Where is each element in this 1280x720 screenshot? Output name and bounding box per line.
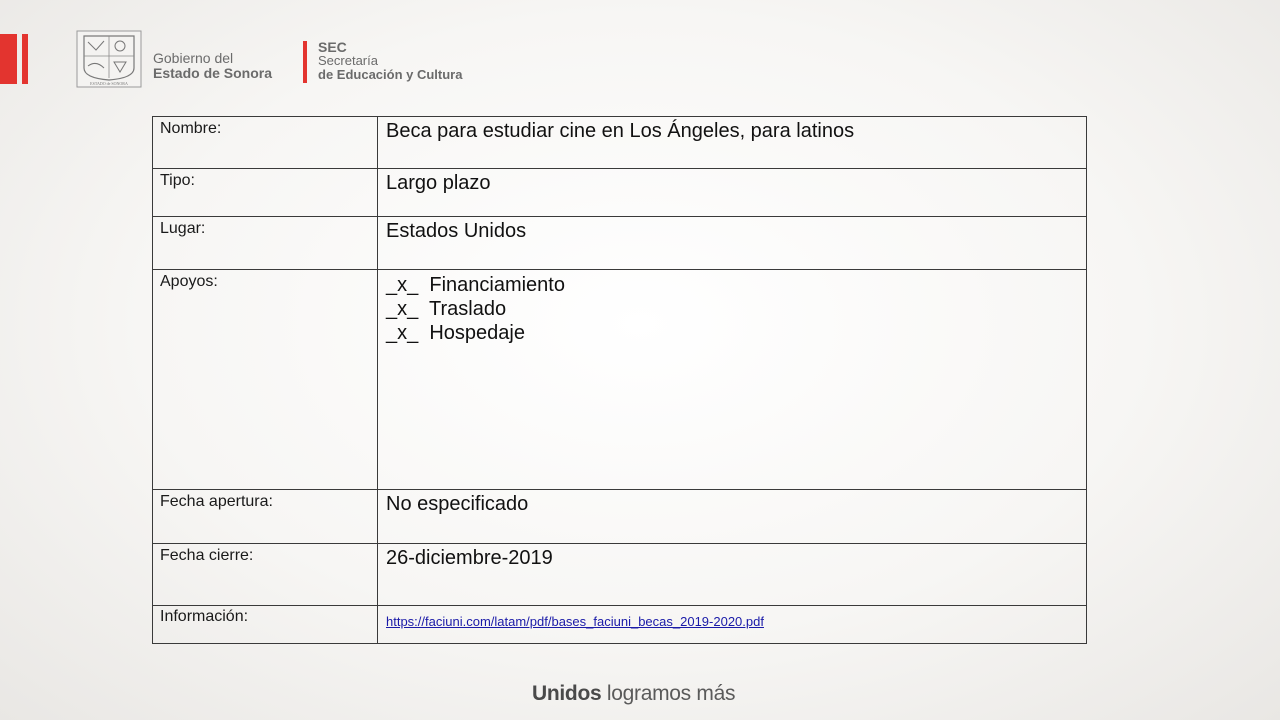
label-informacion: Información: bbox=[153, 606, 378, 644]
brand-stripe-left bbox=[0, 34, 17, 84]
label-apertura: Fecha apertura: bbox=[153, 490, 378, 544]
table-row-tipo bbox=[153, 169, 1087, 217]
table-row-informacion bbox=[153, 606, 1087, 644]
label-lugar: Lugar: bbox=[153, 217, 378, 270]
value-apertura: No especificado bbox=[378, 490, 1087, 544]
value-nombre: Beca para estudiar cine en Los Ángeles, para latinos bbox=[378, 117, 1087, 169]
brand-stripe-thin bbox=[22, 34, 28, 84]
table-row-nombre bbox=[153, 117, 1087, 169]
government-name bbox=[153, 51, 272, 81]
label-nombre: Nombre: bbox=[153, 117, 378, 169]
slogan bbox=[532, 682, 735, 706]
sec-line-1: Secretaría bbox=[318, 53, 378, 68]
value-lugar: Estados Unidos bbox=[378, 217, 1087, 270]
support-hospedaje: _x_ Hospedaje bbox=[386, 322, 525, 344]
table-row-apoyos bbox=[153, 270, 1087, 490]
support-financiamiento: _x_ Financiamiento bbox=[386, 274, 565, 296]
sec-abbr: SEC bbox=[318, 39, 347, 55]
sec-divider bbox=[303, 41, 307, 83]
value-apoyos bbox=[378, 270, 1087, 490]
table-row-apertura bbox=[153, 490, 1087, 544]
info-link[interactable]: https://faciuni.com/latam/pdf/bases_faciuni_becas_2019-2020.pdf bbox=[386, 614, 764, 629]
label-apoyos: Apoyos: bbox=[153, 270, 378, 490]
gov-line-1: Gobierno del bbox=[153, 50, 234, 66]
value-informacion bbox=[378, 606, 1087, 644]
slogan-rest: logramos más bbox=[601, 682, 736, 705]
label-cierre: Fecha cierre: bbox=[153, 544, 378, 606]
sec-name bbox=[318, 40, 462, 82]
scholarship-table bbox=[152, 116, 1087, 644]
gov-line-2: Estado de Sonora bbox=[153, 65, 273, 81]
table-row-lugar bbox=[153, 217, 1087, 270]
emblem-caption: ESTADO de SONORA bbox=[90, 81, 128, 86]
sec-line-2: de Educación y Cultura bbox=[318, 67, 463, 82]
sonora-emblem-icon bbox=[76, 30, 142, 88]
slogan-bold: Unidos bbox=[532, 682, 602, 705]
label-tipo: Tipo: bbox=[153, 169, 378, 217]
value-cierre: 26-diciembre-2019 bbox=[378, 544, 1087, 606]
value-tipo: Largo plazo bbox=[378, 169, 1087, 217]
support-traslado: _x_ Traslado bbox=[386, 298, 507, 320]
table-row-cierre bbox=[153, 544, 1087, 606]
